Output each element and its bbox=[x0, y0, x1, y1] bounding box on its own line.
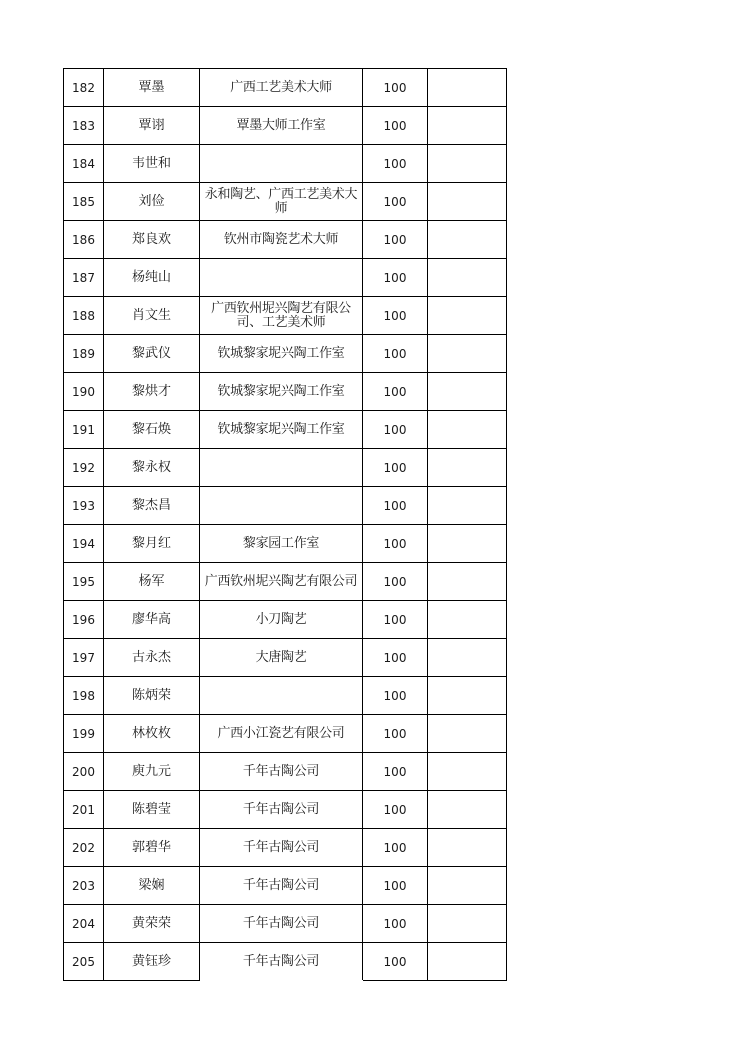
note-cell bbox=[428, 449, 507, 487]
unit-cell bbox=[200, 753, 363, 791]
unit-cell-text: 广西钦州坭兴陶艺有限公司 bbox=[204, 573, 358, 589]
table-row bbox=[64, 563, 507, 601]
unit-cell bbox=[200, 563, 363, 601]
name-cell-text: 郭碧华 bbox=[131, 839, 171, 855]
note-cell bbox=[428, 867, 507, 905]
table-row bbox=[64, 69, 507, 107]
score-cell bbox=[363, 259, 428, 297]
unit-cell bbox=[200, 791, 363, 829]
row-number-cell bbox=[64, 753, 104, 791]
name-cell bbox=[104, 829, 200, 867]
name-cell bbox=[104, 335, 200, 373]
note-cell bbox=[428, 69, 507, 107]
row-number-cell bbox=[64, 791, 104, 829]
row-number-cell-text: 189 bbox=[72, 346, 95, 361]
table-row bbox=[64, 297, 507, 335]
row-number-cell-text: 198 bbox=[72, 688, 95, 703]
note-cell bbox=[428, 829, 507, 867]
name-cell bbox=[104, 259, 200, 297]
table-row bbox=[64, 145, 507, 183]
table-row bbox=[64, 639, 507, 677]
note-cell bbox=[428, 563, 507, 601]
unit-cell bbox=[200, 525, 363, 563]
unit-cell-text: 广西钦州坭兴陶艺有限公司、工艺美术师 bbox=[211, 300, 351, 330]
unit-cell bbox=[200, 601, 363, 639]
row-number-cell-text: 193 bbox=[72, 498, 95, 513]
row-number-cell-text: 192 bbox=[72, 460, 95, 475]
row-number-cell-text: 202 bbox=[72, 840, 95, 855]
name-cell-text: 肖文生 bbox=[131, 307, 171, 323]
unit-cell-text: 大唐陶艺 bbox=[255, 649, 307, 665]
unit-cell-text: 广西工艺美术大师 bbox=[230, 79, 332, 95]
row-number-cell-text: 191 bbox=[72, 422, 95, 437]
name-cell-text: 黎石焕 bbox=[131, 421, 171, 437]
row-number-cell-text: 197 bbox=[72, 650, 95, 665]
unit-cell bbox=[200, 715, 363, 753]
score-cell bbox=[363, 69, 428, 107]
table-row bbox=[64, 943, 507, 981]
note-cell bbox=[428, 411, 507, 449]
score-cell bbox=[363, 183, 428, 221]
unit-cell bbox=[200, 449, 363, 487]
note-cell bbox=[428, 145, 507, 183]
name-cell-text: 黄荣荣 bbox=[131, 915, 171, 931]
score-cell-text: 100 bbox=[383, 650, 407, 665]
score-cell-text: 100 bbox=[383, 612, 407, 627]
row-number-cell bbox=[64, 829, 104, 867]
name-cell-text: 韦世和 bbox=[131, 155, 171, 171]
name-cell bbox=[104, 677, 200, 715]
score-cell-text: 100 bbox=[383, 118, 407, 133]
table-row bbox=[64, 525, 507, 563]
row-number-cell-text: 201 bbox=[72, 802, 95, 817]
unit-cell bbox=[200, 677, 363, 715]
score-cell-text: 100 bbox=[383, 498, 407, 513]
note-cell bbox=[428, 943, 507, 981]
roster-table-body bbox=[64, 69, 507, 981]
score-cell-text: 100 bbox=[383, 460, 407, 475]
score-cell-text: 100 bbox=[383, 232, 407, 247]
score-cell-text: 100 bbox=[383, 536, 407, 551]
name-cell-text: 覃诩 bbox=[138, 117, 165, 133]
name-cell bbox=[104, 69, 200, 107]
table-row bbox=[64, 259, 507, 297]
row-number-cell-text: 187 bbox=[72, 270, 95, 285]
score-cell-text: 100 bbox=[383, 156, 407, 171]
row-number-cell bbox=[64, 145, 104, 183]
name-cell bbox=[104, 373, 200, 411]
score-cell-text: 100 bbox=[383, 80, 407, 95]
row-number-cell bbox=[64, 221, 104, 259]
name-cell bbox=[104, 221, 200, 259]
table-row bbox=[64, 335, 507, 373]
unit-cell-text: 钦城黎家坭兴陶工作室 bbox=[217, 383, 345, 399]
note-cell bbox=[428, 677, 507, 715]
table-row bbox=[64, 411, 507, 449]
score-cell bbox=[363, 677, 428, 715]
row-number-cell bbox=[64, 183, 104, 221]
score-cell bbox=[363, 867, 428, 905]
unit-cell-text: 小刀陶艺 bbox=[255, 611, 307, 627]
score-cell bbox=[363, 829, 428, 867]
name-cell-text: 廖华高 bbox=[131, 611, 171, 627]
table-row bbox=[64, 905, 507, 943]
table-row bbox=[64, 449, 507, 487]
unit-cell-text: 钦城黎家坭兴陶工作室 bbox=[217, 421, 345, 437]
note-cell bbox=[428, 221, 507, 259]
unit-cell-text: 千年古陶公司 bbox=[242, 839, 320, 855]
row-number-cell bbox=[64, 373, 104, 411]
score-cell-text: 100 bbox=[383, 954, 407, 969]
row-number-cell-text: 195 bbox=[72, 574, 95, 589]
row-number-cell-text: 188 bbox=[72, 308, 95, 323]
name-cell bbox=[104, 449, 200, 487]
name-cell bbox=[104, 411, 200, 449]
row-number-cell-text: 196 bbox=[72, 612, 95, 627]
row-number-cell-text: 205 bbox=[72, 954, 95, 969]
unit-cell-text: 广西小江瓷艺有限公司 bbox=[217, 725, 345, 741]
row-number-cell bbox=[64, 563, 104, 601]
score-cell-text: 100 bbox=[383, 194, 407, 209]
score-cell bbox=[363, 639, 428, 677]
row-number-cell bbox=[64, 69, 104, 107]
name-cell-text: 刘俭 bbox=[138, 193, 165, 209]
score-cell-text: 100 bbox=[383, 574, 407, 589]
row-number-cell bbox=[64, 601, 104, 639]
note-cell bbox=[428, 297, 507, 335]
note-cell bbox=[428, 107, 507, 145]
unit-cell bbox=[200, 943, 363, 981]
name-cell-text: 黎杰昌 bbox=[131, 497, 171, 513]
row-number-cell-text: 203 bbox=[72, 878, 95, 893]
unit-cell-text: 钦州市陶瓷艺术大师 bbox=[223, 231, 339, 247]
note-cell bbox=[428, 183, 507, 221]
row-number-cell-text: 200 bbox=[72, 764, 95, 779]
note-cell bbox=[428, 373, 507, 411]
table-row bbox=[64, 753, 507, 791]
row-number-cell-text: 186 bbox=[72, 232, 95, 247]
row-number-cell bbox=[64, 905, 104, 943]
score-cell bbox=[363, 905, 428, 943]
row-number-cell bbox=[64, 449, 104, 487]
row-number-cell bbox=[64, 107, 104, 145]
row-number-cell bbox=[64, 525, 104, 563]
note-cell bbox=[428, 601, 507, 639]
row-number-cell bbox=[64, 639, 104, 677]
name-cell bbox=[104, 601, 200, 639]
note-cell bbox=[428, 639, 507, 677]
row-number-cell-text: 182 bbox=[72, 80, 95, 95]
note-cell bbox=[428, 525, 507, 563]
score-cell-text: 100 bbox=[383, 840, 407, 855]
name-cell bbox=[104, 791, 200, 829]
row-number-cell bbox=[64, 943, 104, 981]
name-cell bbox=[104, 183, 200, 221]
unit-cell bbox=[200, 829, 363, 867]
name-cell-text: 覃墨 bbox=[138, 79, 165, 95]
row-number-cell bbox=[64, 259, 104, 297]
table-row bbox=[64, 791, 507, 829]
name-cell-text: 梁娴 bbox=[138, 877, 165, 893]
table-row bbox=[64, 601, 507, 639]
score-cell bbox=[363, 297, 428, 335]
score-cell bbox=[363, 145, 428, 183]
score-cell bbox=[363, 335, 428, 373]
row-number-cell bbox=[64, 411, 104, 449]
note-cell bbox=[428, 791, 507, 829]
name-cell bbox=[104, 639, 200, 677]
name-cell-text: 黎烘才 bbox=[131, 383, 171, 399]
score-cell-text: 100 bbox=[383, 270, 407, 285]
unit-cell bbox=[200, 145, 363, 183]
unit-cell-text: 千年古陶公司 bbox=[242, 801, 320, 817]
name-cell-text: 古永杰 bbox=[131, 649, 171, 665]
name-cell bbox=[104, 943, 200, 981]
name-cell-text: 陈碧莹 bbox=[131, 801, 171, 817]
row-number-cell bbox=[64, 715, 104, 753]
roster-table bbox=[63, 68, 507, 981]
name-cell bbox=[104, 753, 200, 791]
row-number-cell bbox=[64, 487, 104, 525]
note-cell bbox=[428, 335, 507, 373]
row-number-cell bbox=[64, 867, 104, 905]
name-cell-text: 庾九元 bbox=[131, 763, 171, 779]
name-cell bbox=[104, 297, 200, 335]
name-cell bbox=[104, 145, 200, 183]
table-row bbox=[64, 373, 507, 411]
score-cell bbox=[363, 753, 428, 791]
table-row bbox=[64, 107, 507, 145]
unit-cell-text: 钦城黎家坭兴陶工作室 bbox=[217, 345, 345, 361]
name-cell bbox=[104, 563, 200, 601]
name-cell-text: 黎永权 bbox=[131, 459, 171, 475]
score-cell-text: 100 bbox=[383, 916, 407, 931]
unit-cell bbox=[200, 183, 363, 221]
score-cell bbox=[363, 943, 428, 981]
score-cell-text: 100 bbox=[383, 346, 407, 361]
name-cell bbox=[104, 867, 200, 905]
unit-cell bbox=[200, 69, 363, 107]
row-number-cell-text: 199 bbox=[72, 726, 95, 741]
unit-cell-text: 千年古陶公司 bbox=[242, 763, 320, 779]
score-cell bbox=[363, 525, 428, 563]
name-cell-text: 黄钰珍 bbox=[131, 953, 171, 969]
name-cell bbox=[104, 525, 200, 563]
note-cell bbox=[428, 715, 507, 753]
name-cell bbox=[104, 107, 200, 145]
unit-cell-text: 千年古陶公司 bbox=[242, 953, 320, 969]
row-number-cell-text: 185 bbox=[72, 194, 95, 209]
score-cell bbox=[363, 107, 428, 145]
score-cell-text: 100 bbox=[383, 688, 407, 703]
table-row bbox=[64, 183, 507, 221]
unit-cell bbox=[200, 411, 363, 449]
score-cell bbox=[363, 715, 428, 753]
unit-cell-text: 覃墨大师工作室 bbox=[236, 117, 326, 133]
score-cell bbox=[363, 791, 428, 829]
table-row bbox=[64, 487, 507, 525]
unit-cell bbox=[200, 107, 363, 145]
unit-cell bbox=[200, 905, 363, 943]
name-cell bbox=[104, 487, 200, 525]
score-cell-text: 100 bbox=[383, 878, 407, 893]
score-cell-text: 100 bbox=[383, 726, 407, 741]
score-cell bbox=[363, 487, 428, 525]
row-number-cell-text: 204 bbox=[72, 916, 95, 931]
name-cell bbox=[104, 905, 200, 943]
table-row bbox=[64, 221, 507, 259]
unit-cell-text: 永和陶艺、广西工艺美术大师 bbox=[204, 186, 358, 216]
note-cell bbox=[428, 753, 507, 791]
note-cell bbox=[428, 905, 507, 943]
score-cell bbox=[363, 563, 428, 601]
note-cell bbox=[428, 259, 507, 297]
unit-cell bbox=[200, 297, 363, 335]
score-cell-text: 100 bbox=[383, 308, 407, 323]
unit-cell bbox=[200, 867, 363, 905]
score-cell bbox=[363, 449, 428, 487]
unit-cell-text: 黎家园工作室 bbox=[242, 535, 320, 551]
name-cell-text: 黎武仪 bbox=[131, 345, 171, 361]
score-cell-text: 100 bbox=[383, 764, 407, 779]
unit-cell bbox=[200, 487, 363, 525]
row-number-cell bbox=[64, 297, 104, 335]
name-cell-text: 黎月红 bbox=[131, 535, 171, 551]
name-cell-text: 林枚枚 bbox=[131, 725, 171, 741]
note-cell bbox=[428, 487, 507, 525]
unit-cell bbox=[200, 335, 363, 373]
unit-cell-text: 千年古陶公司 bbox=[242, 915, 320, 931]
row-number-cell-text: 183 bbox=[72, 118, 95, 133]
score-cell-text: 100 bbox=[383, 384, 407, 399]
score-cell bbox=[363, 411, 428, 449]
row-number-cell-text: 194 bbox=[72, 536, 95, 551]
name-cell-text: 郑良欢 bbox=[131, 231, 171, 247]
table-row bbox=[64, 867, 507, 905]
table-row bbox=[64, 829, 507, 867]
score-cell-text: 100 bbox=[383, 802, 407, 817]
unit-cell bbox=[200, 639, 363, 677]
score-cell bbox=[363, 221, 428, 259]
name-cell-text: 杨纯山 bbox=[131, 269, 171, 285]
table-row bbox=[64, 677, 507, 715]
unit-cell-text: 千年古陶公司 bbox=[242, 877, 320, 893]
row-number-cell bbox=[64, 677, 104, 715]
score-cell-text: 100 bbox=[383, 422, 407, 437]
row-number-cell-text: 184 bbox=[72, 156, 95, 171]
name-cell-text: 陈炳荣 bbox=[131, 687, 171, 703]
row-number-cell-text: 190 bbox=[72, 384, 95, 399]
score-cell bbox=[363, 373, 428, 411]
name-cell bbox=[104, 715, 200, 753]
unit-cell bbox=[200, 221, 363, 259]
unit-cell bbox=[200, 373, 363, 411]
table-row bbox=[64, 715, 507, 753]
name-cell-text: 杨军 bbox=[138, 573, 165, 589]
unit-cell bbox=[200, 259, 363, 297]
score-cell bbox=[363, 601, 428, 639]
row-number-cell bbox=[64, 335, 104, 373]
